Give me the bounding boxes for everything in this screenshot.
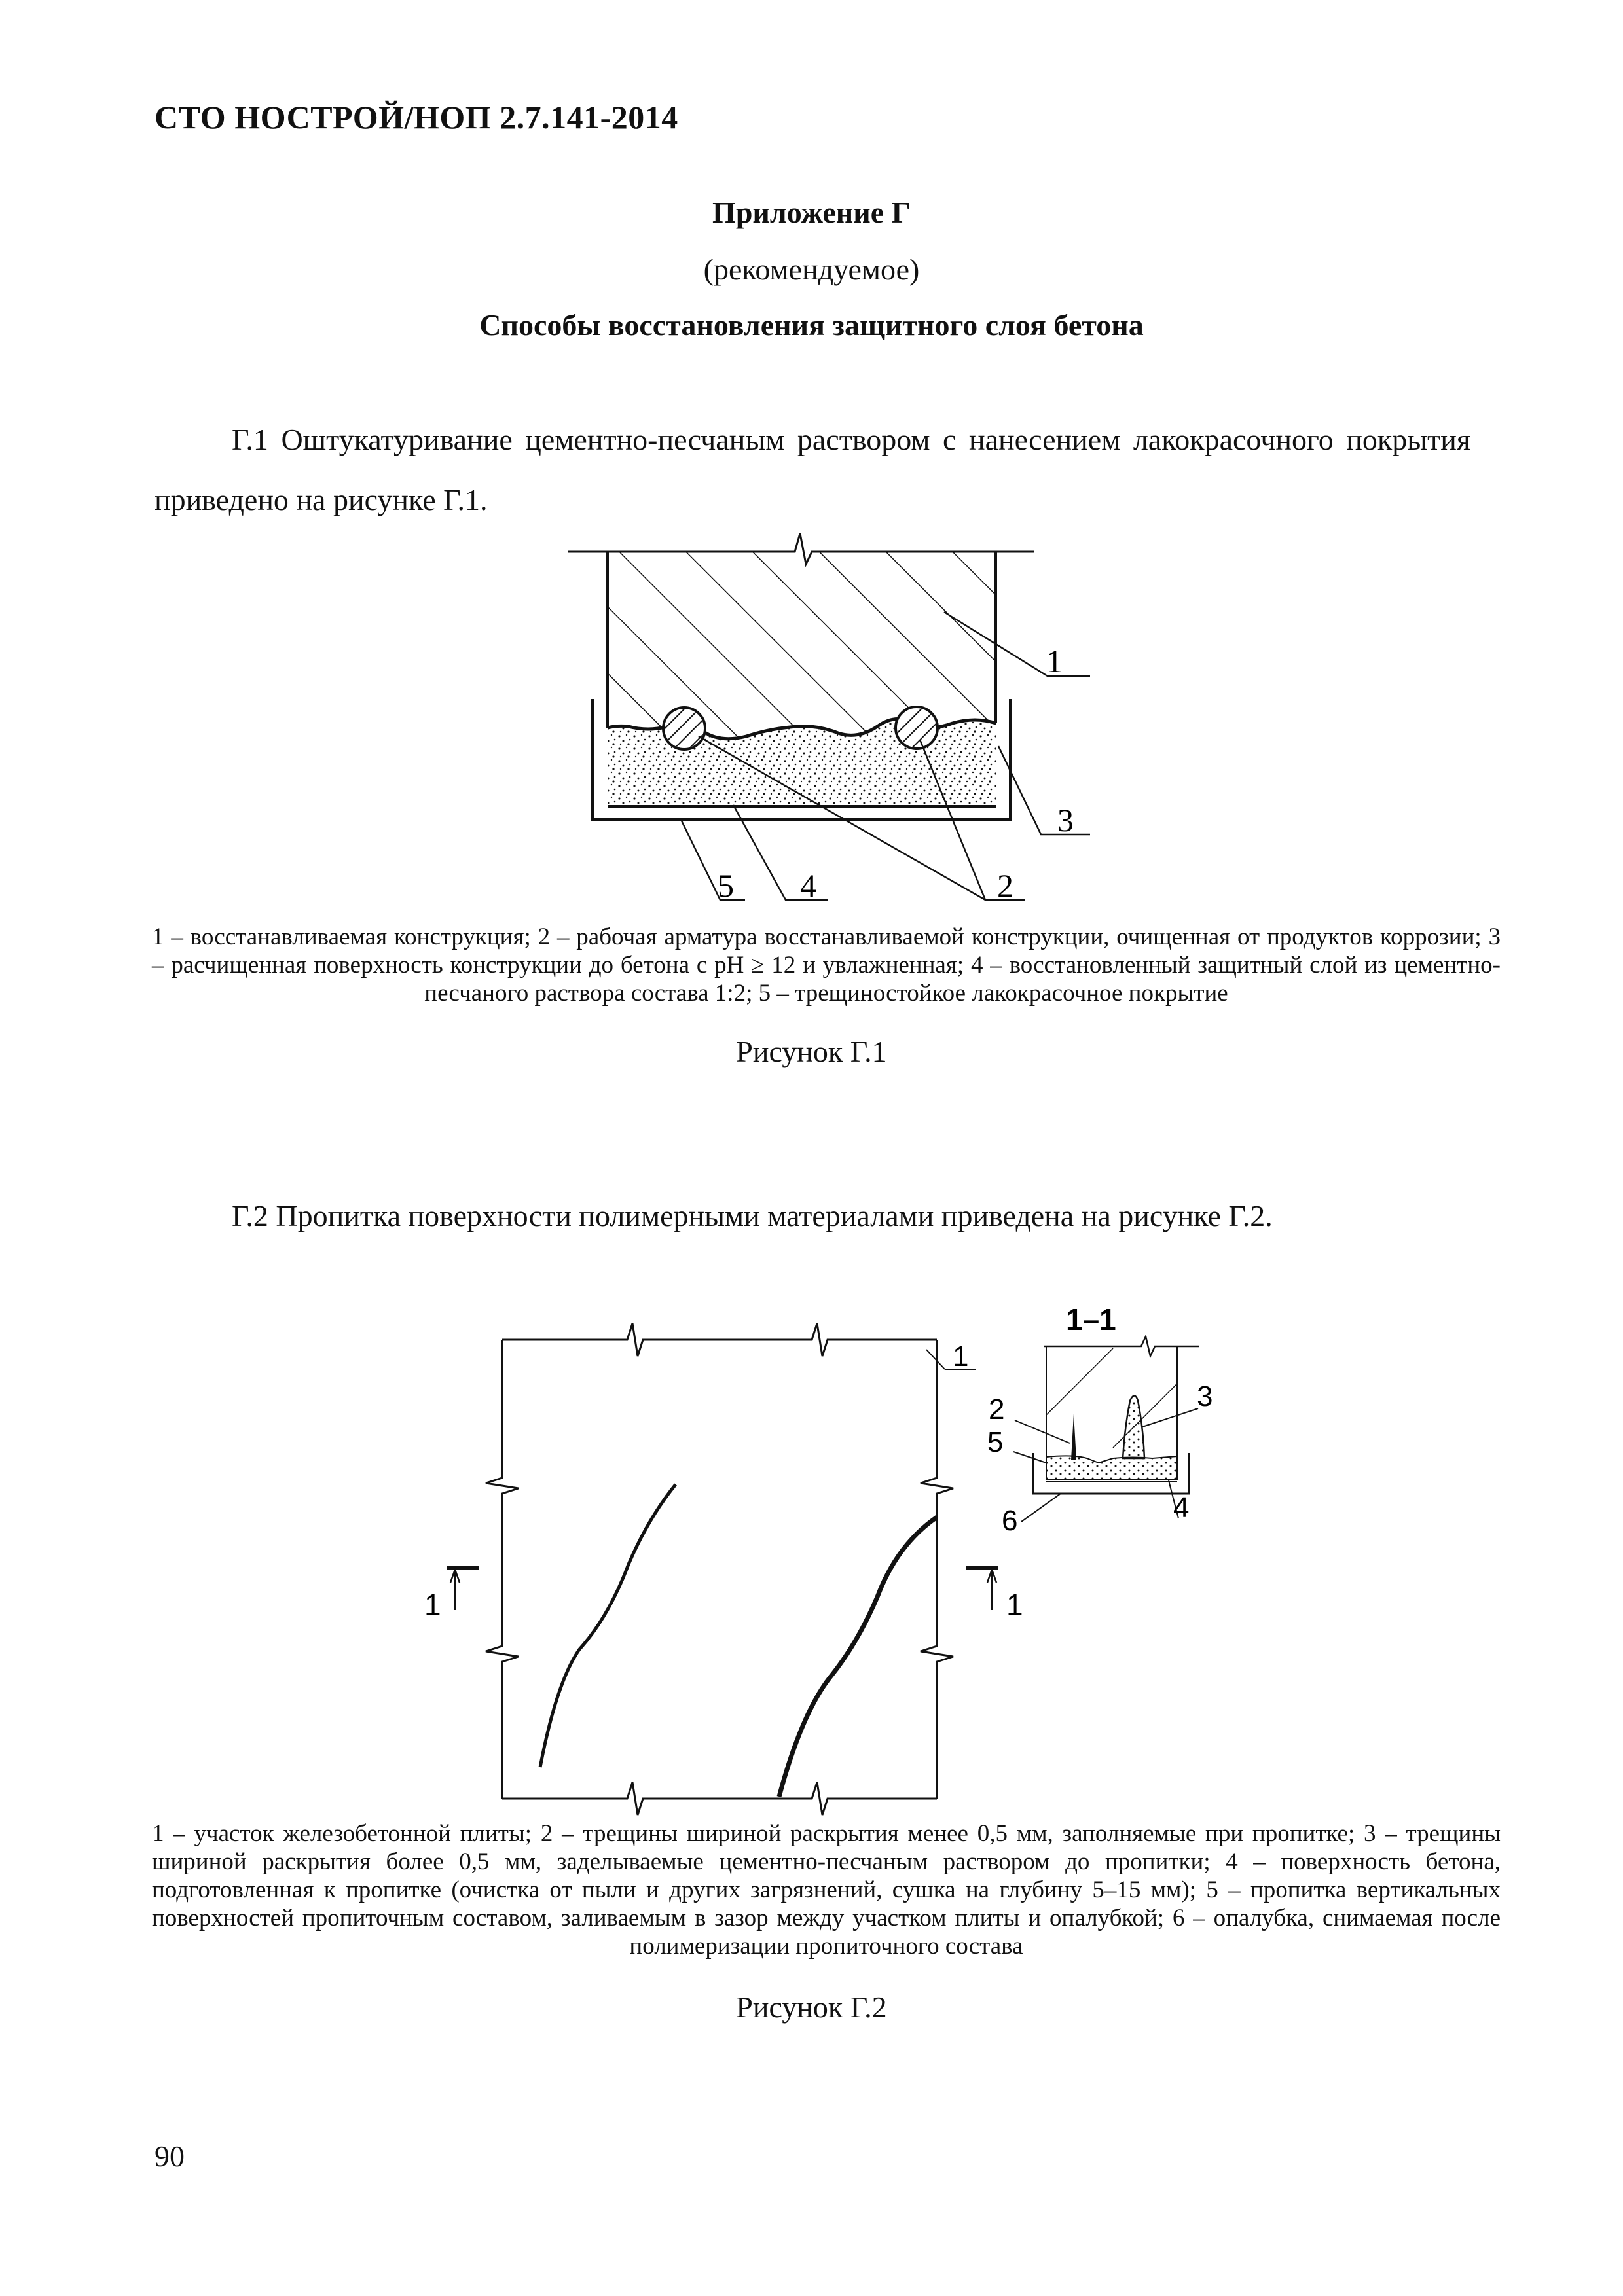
- section-mark-left: 1: [424, 1588, 441, 1622]
- figure-2-callout-2: 2: [989, 1393, 1005, 1426]
- figure-1-callout-5: 5: [718, 867, 734, 904]
- section-title: Способы восстановления защитного слоя бетона: [479, 308, 1144, 342]
- section-1-1-title: 1–1: [1066, 1302, 1116, 1336]
- document-code-header: СТО НОСТРОЙ/НОП 2.7.141-2014: [155, 99, 678, 135]
- paragraph-g2: Г.2 Пропитка поверхности полимерными материалами приведена на рисунке Г.2.: [232, 1199, 1273, 1232]
- page-number: 90: [155, 2140, 185, 2173]
- figure-2-callout-6: 6: [1002, 1505, 1018, 1537]
- figure-1-callout-4: 4: [800, 867, 816, 904]
- figure-1-callout-1: 1: [1046, 643, 1063, 679]
- figure-1-caption: 1 – восстанавливаемая конструкция; 2 – рабочая арматура восстанавливаемой конструкции, очищенная от продуктов коррозии; 3 – расчищенная поверхность конструкции до бетона с рН ≥ 12 и увлажненная; 4 – восстановленный защитный слой из цементно-песчаного раствора состава 1:2; 5 – трещиностойкое лакокрасочное покрытие: [152, 924, 1501, 1007]
- figure-2-label: Рисунок Г.2: [736, 1990, 887, 2024]
- figure-2-caption: 1 – участок железобетонной плиты; 2 – трещины шириной раскрытия менее 0,5 мм, заполняемые при пропитке; 3 – трещины шириной раскрытия более 0,5 мм, заделываемые цементно-песчаным раствором до пропитки; 4 – поверхность бетона, подготовленная к пропитке (очистка от пыли и других загрязнений, сушка на глубину 5–15 мм); 5 – пропитка вертикальных поверхностей пропиточным составом, заливаемым в зазор между участком плиты и опалубкой; 6 – опалубка, снимаемая после полимеризации пропиточного состава: [152, 1820, 1501, 1960]
- figure-2-callout-3: 3: [1197, 1380, 1213, 1412]
- appendix-title: Приложение Г: [712, 196, 911, 229]
- paragraph-g1: Г.1 Оштукатуривание цементно-песчаным раствором с нанесением лакокрасочного покрытия приведено на рисунке Г.1.: [155, 423, 1470, 516]
- figure-1-callout-2: 2: [997, 867, 1013, 904]
- figure-2-callout-1: 1: [953, 1340, 969, 1372]
- appendix-status: (рекомендуемое): [703, 253, 920, 286]
- section-mark-right: 1: [1006, 1588, 1023, 1622]
- figure-1-label: Рисунок Г.1: [736, 1035, 887, 1068]
- figure-2-callout-4: 4: [1173, 1492, 1190, 1524]
- figure-2-callout-5: 5: [987, 1426, 1004, 1458]
- figure-1-callout-3: 3: [1057, 802, 1074, 838]
